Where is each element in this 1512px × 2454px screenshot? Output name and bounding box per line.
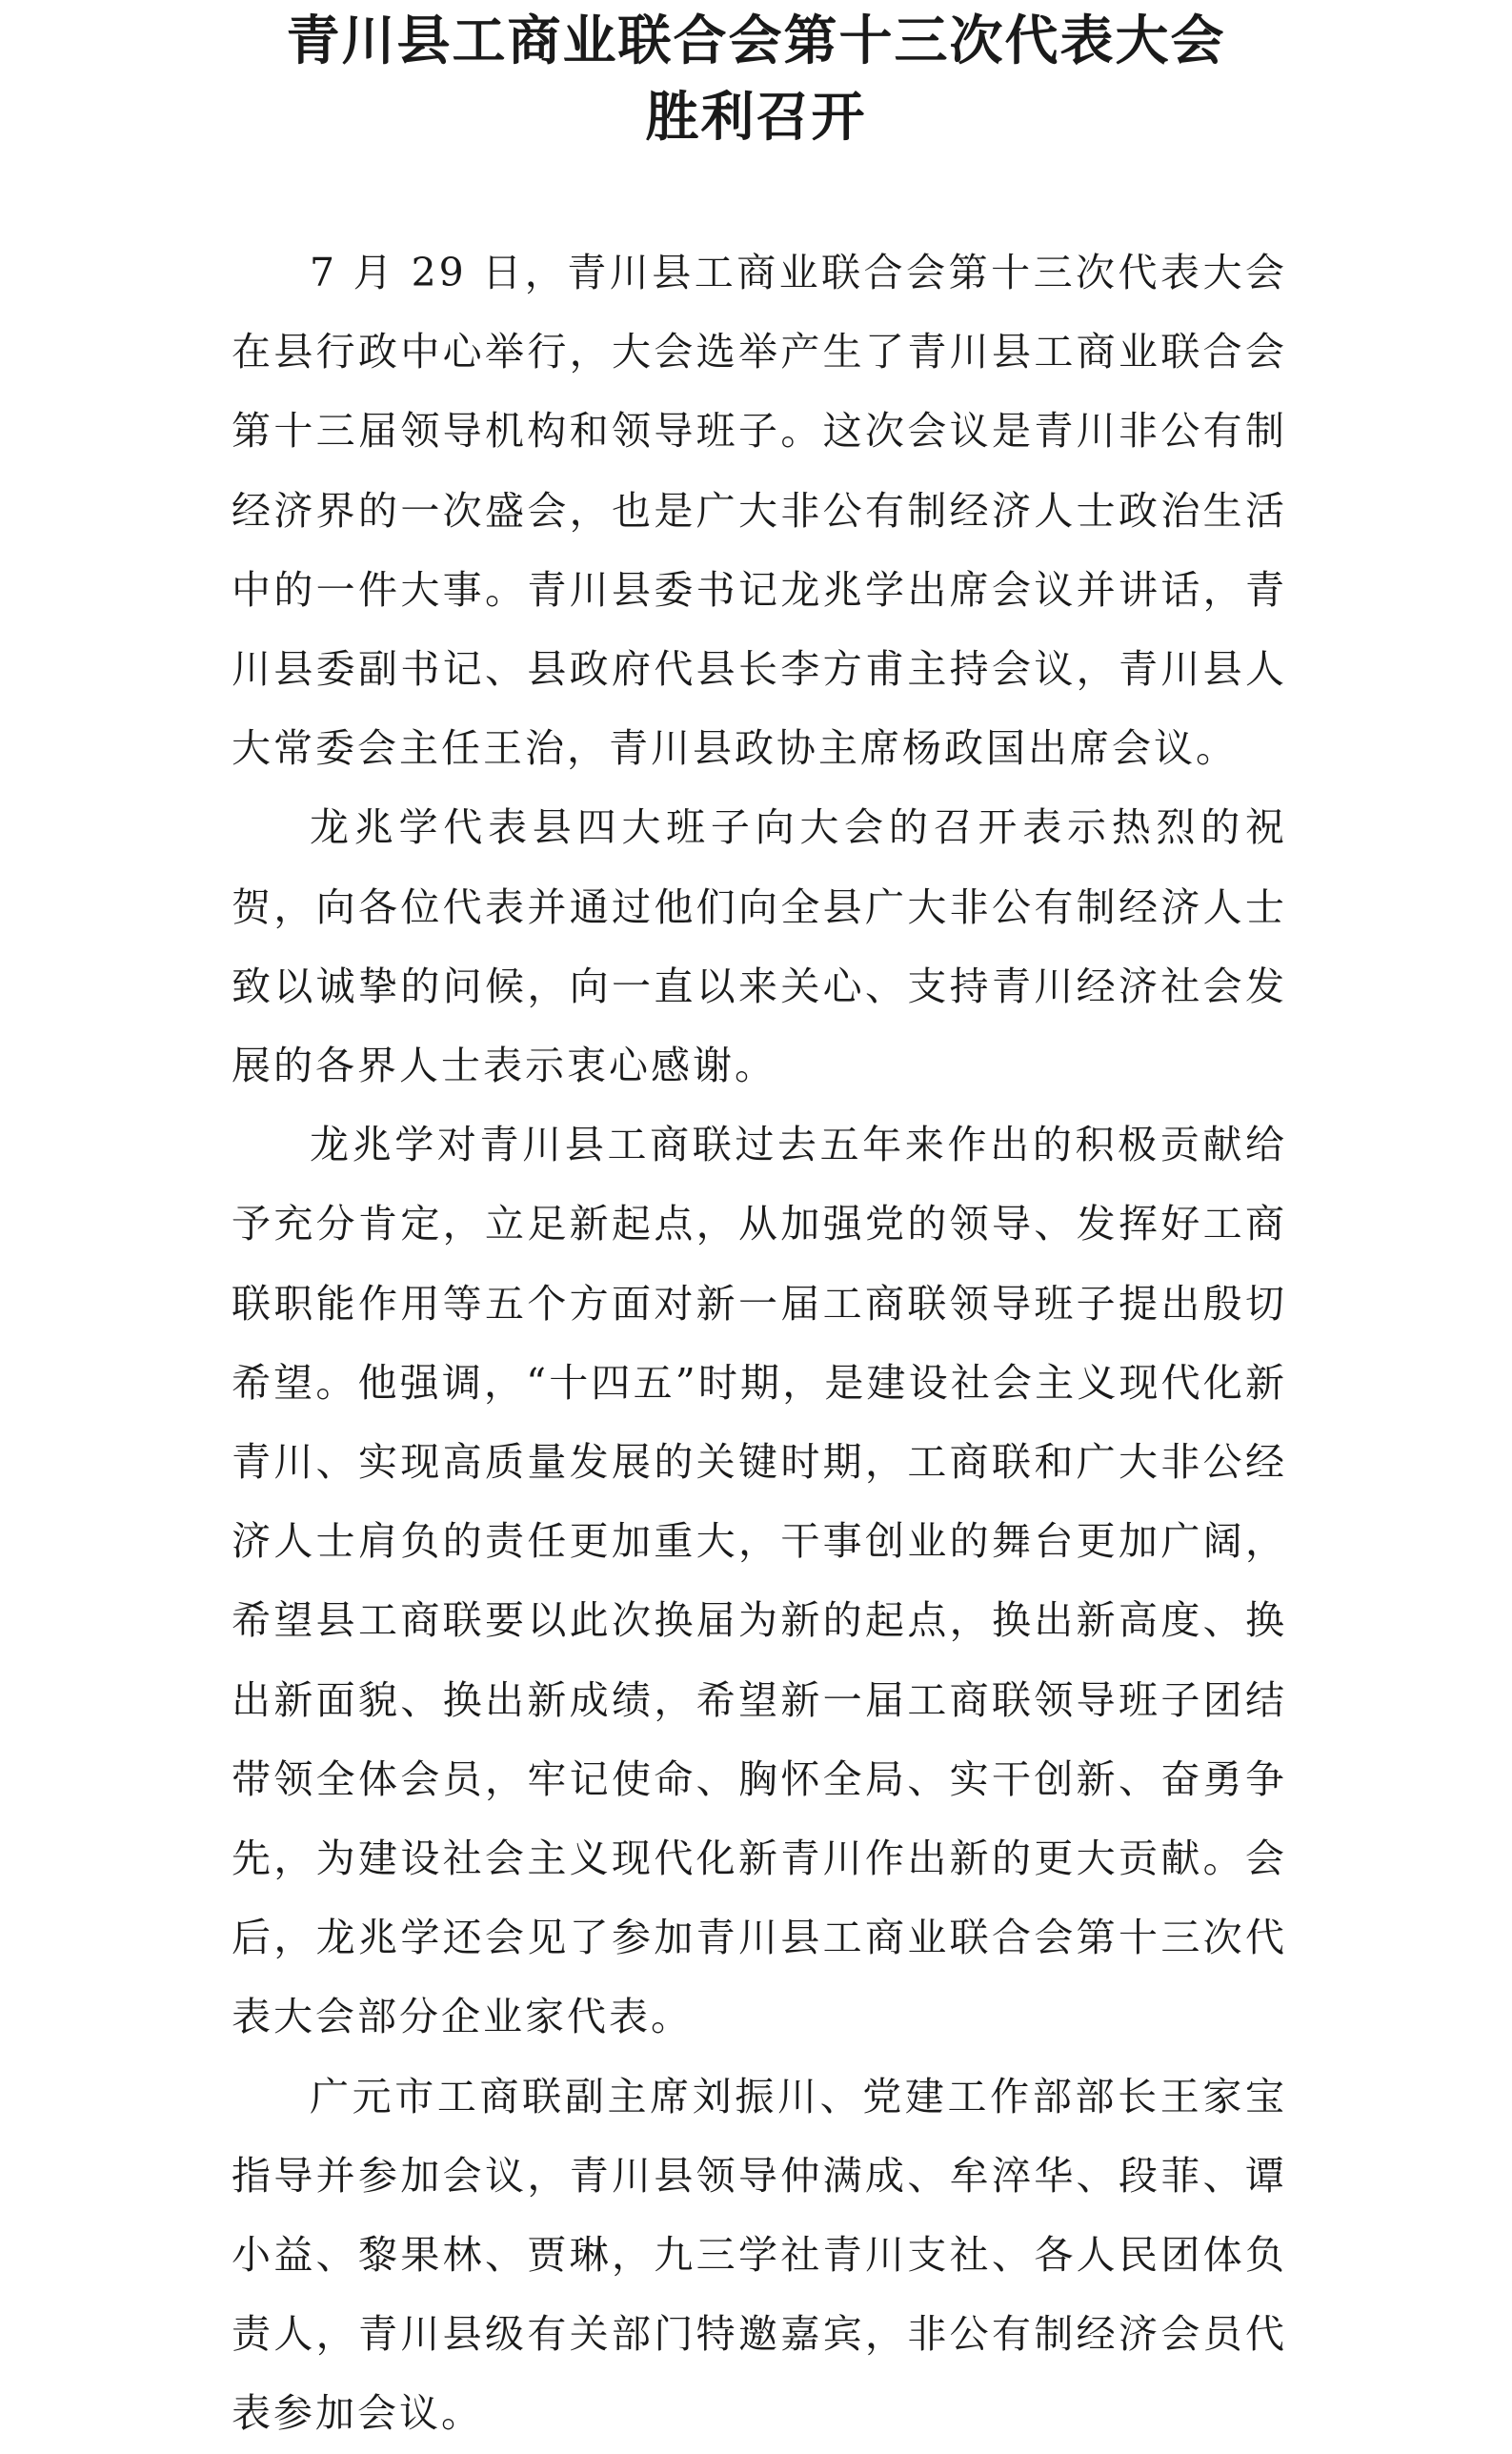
paragraph-3: 龙兆学对青川县工商联过去五年来作出的积极贡献给予充分肯定，立足新起点，从加强党的领导、发挥好工商联职能作用等五个方面对新一届工商联领导班子提出殷切希望。他强调，“十四五”时期，是建设社会主义现代化新青川、实现高质量发展的关键时期，工商联和广大非公经济人士肩负的责任更加重大，干事创业的舞台更加广阔，希望县工商联要以此次换届为新的起点，换出新高度、换出新面貌、换出新成绩，希望新一届工商联领导班子团结带领全体会员，牢记使命、胸怀全局、实干创新、奋勇争先，为建设社会主义现代化新青川作出新的更大贡献。会后，龙兆学还会见了参加青川县工商业联合会第十三次代表大会部分企业家代表。 xyxy=(232,1122,1287,2040)
article-title-line-2: 胜利召开 xyxy=(645,86,867,149)
article-title-line-1: 青川县工商业联合会第十三次代表大会 xyxy=(286,10,1226,72)
article-body xyxy=(232,233,1287,2454)
paragraph-4: 广元市工商联副主席刘振川、党建工作部部长王家宝指导并参加会议，青川县领导仲满成、牟淬华、段菲、谭小益、黎果林、贾琳，九三学社青川支社、各人民团体负责人，青川县级有关部门特邀嘉宾，非公有制经济会员代表参加会议。 xyxy=(232,2073,1287,2437)
paragraph-1: 7 月 29 日，青川县工商业联合会第十三次代表大会在县行政中心举行，大会选举产生了青川县工商业联合会第十三届领导机构和领导班子。这次会议是青川非公有制经济界的一次盛会，也是广大非公有制经济人士政治生活中的一件大事。青川县委书记龙兆学出席会议并讲话，青川县委副书记、县政府代县长李方甫主持会议，青川县人大常委会主任王治，青川县政协主席杨政国出席会议。 xyxy=(232,250,1287,772)
paragraph-2: 龙兆学代表县四大班子向大会的召开表示热烈的祝贺，向各位代表并通过他们向全县广大非公有制经济人士致以诚挚的问候，向一直以来关心、支持青川经济社会发展的各界人士表示衷心感谢。 xyxy=(232,804,1287,1089)
